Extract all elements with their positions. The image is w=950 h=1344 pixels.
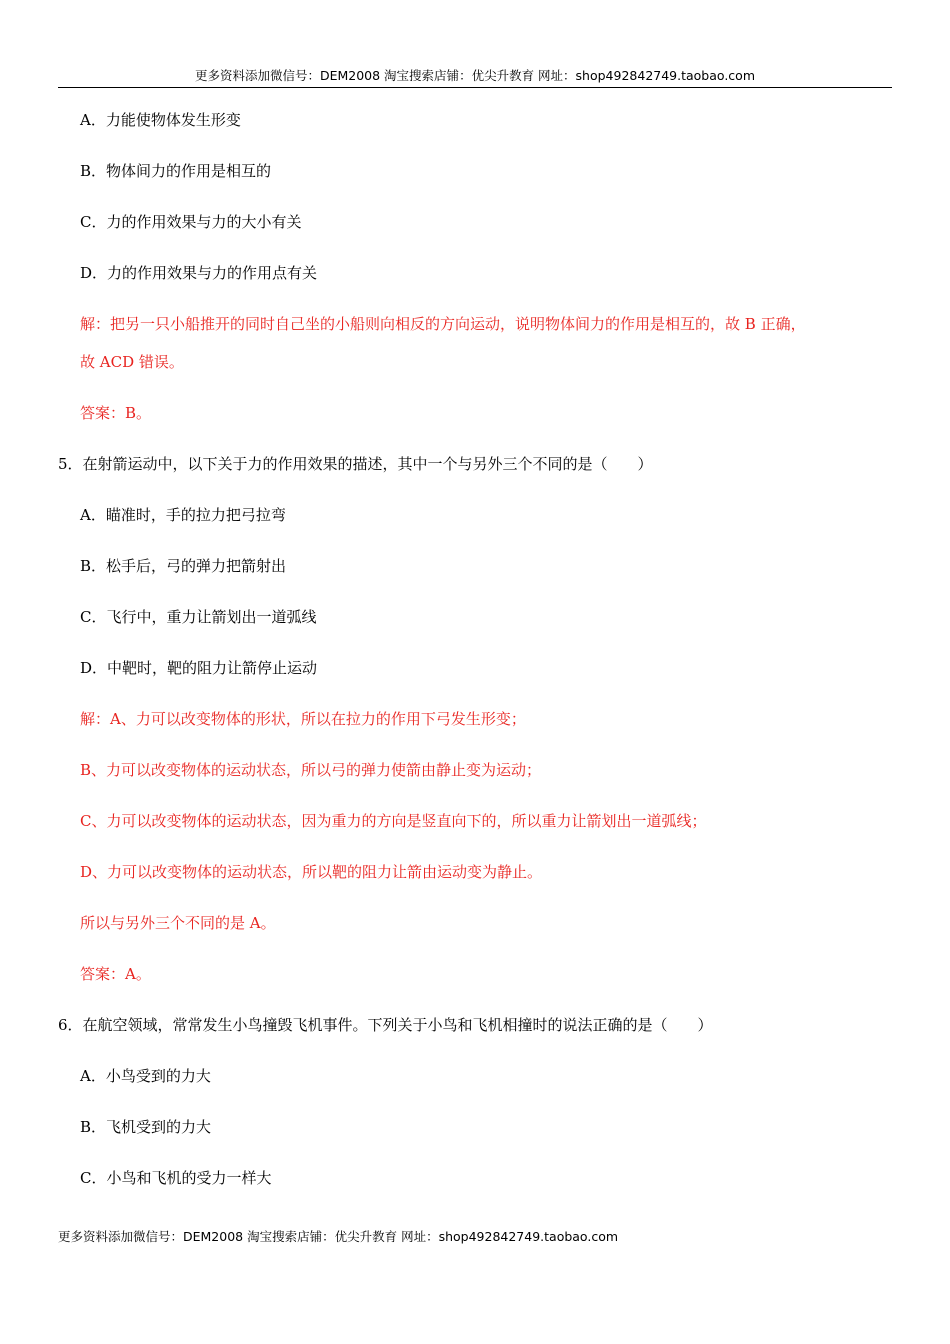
q4-solution-line-1: 解：把另一只小船推开的同时自己坐的小船则向相反的方向运动，说明物体间力的作用是相互的，故 B 正确， [80,315,806,333]
q6-option-c: C．小鸟和飞机的受力一样大 [80,1169,272,1187]
q5-solution-line-4: D、力可以改变物体的运动状态，所以靶的阻力让箭由运动变为静止。 [80,863,543,881]
q5-option-a: A．瞄准时，手的拉力把弓拉弯 [80,506,286,524]
q5-option-c: C．飞行中，重力让箭划出一道弧线 [80,608,317,626]
q4-option-a: A．力能使物体发生形变 [80,111,241,129]
q5-solution-line-5: 所以与另外三个不同的是 A。 [80,914,276,932]
q4-answer: 答案：B。 [80,404,152,422]
q5-solution-line-1: 解：A、力可以改变物体的形状，所以在拉力的作用下弓发生形变； [80,710,526,728]
q5-solution-line-2: B、力可以改变物体的运动状态，所以弓的弹力使箭由静止变为运动； [80,761,542,779]
q5-solution-line-3: C、力可以改变物体的运动状态，因为重力的方向是竖直向下的，所以重力让箭划出一道弧线； [80,812,707,830]
q5-option-b: B．松手后，弓的弹力把箭射出 [80,557,287,575]
q4-option-b: B．物体间力的作用是相互的 [80,162,272,180]
q6-option-b: B．飞机受到的力大 [80,1118,212,1136]
q6-stem: 6．在航空领域，常常发生小鸟撞毁飞机事件。下列关于小鸟和飞机相撞时的说法正确的是（ ） [58,1016,713,1034]
q5-option-d: D．中靶时，靶的阻力让箭停止运动 [80,659,318,677]
q5-stem: 5．在射箭运动中，以下关于力的作用效果的描述，其中一个与另外三个不同的是（ ） [58,455,653,473]
page-header: 更多资料添加微信号：DEM2008 淘宝搜索店铺：优尖升教育 网址：shop492842749.taobao.com [194,68,756,83]
q4-solution-line-2: 故 ACD 错误。 [80,353,184,371]
q4-option-c: C．力的作用效果与力的大小有关 [80,213,302,231]
q4-option-d: D．力的作用效果与力的作用点有关 [80,264,318,282]
header-divider [58,87,892,88]
page-footer: 更多资料添加微信号：DEM2008 淘宝搜索店铺：优尖升教育 网址：shop492842749.taobao.com [58,1229,619,1244]
q6-option-a: A．小鸟受到的力大 [80,1067,211,1085]
q5-answer: 答案：A。 [80,965,151,983]
